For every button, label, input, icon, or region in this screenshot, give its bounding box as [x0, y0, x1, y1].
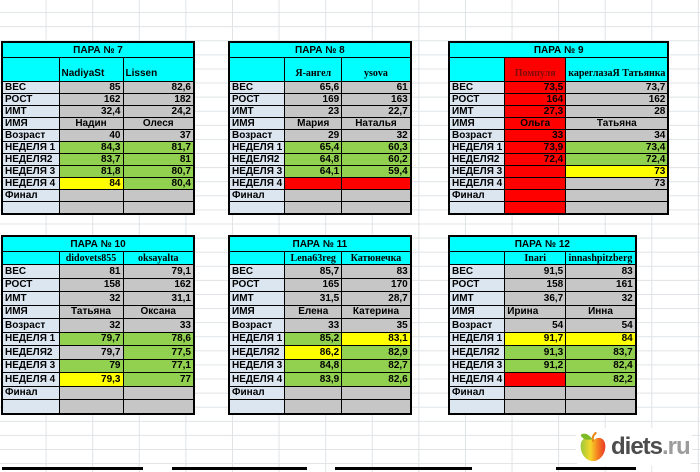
value-cell[interactable]: 33 — [505, 130, 566, 142]
row-label-cell[interactable]: НЕДЕЛЯ2 — [2, 346, 59, 360]
row-label-cell[interactable]: Возраст — [2, 319, 59, 333]
value-cell[interactable]: 83,7 — [59, 154, 123, 166]
row-label-cell[interactable]: ВЕС — [2, 265, 59, 279]
username-header-cell[interactable]: innashpitzberg — [566, 252, 636, 265]
value-cell[interactable]: 72,4 — [505, 154, 566, 166]
value-cell[interactable]: 81,8 — [59, 166, 123, 178]
row-label-cell[interactable]: НЕДЕЛЯ 4 — [2, 373, 59, 387]
row-label-cell[interactable]: ВЕС — [449, 265, 505, 279]
value-cell[interactable]: Оксана — [123, 305, 194, 319]
row-label-cell[interactable]: НЕДЕЛЯ 1 — [229, 142, 285, 154]
value-cell[interactable] — [59, 386, 123, 400]
row-label-cell[interactable]: Финал — [229, 386, 285, 400]
value-cell[interactable]: 72,4 — [566, 154, 669, 166]
value-cell[interactable]: 91,5 — [505, 265, 566, 279]
username-header-cell[interactable]: Катюнечка — [342, 252, 411, 265]
row-label-cell[interactable]: НЕДЕЛЯ 3 — [2, 166, 59, 178]
pair-title[interactable]: ПАРА № 12 — [449, 236, 636, 252]
next-table-edge — [2, 467, 143, 470]
value-cell[interactable]: 182 — [123, 94, 194, 106]
value-cell[interactable]: 81,7 — [123, 142, 194, 154]
row-label-cell[interactable]: ВЕС — [229, 265, 285, 279]
row-label-cell[interactable]: НЕДЕЛЯ 3 — [229, 359, 285, 373]
value-cell[interactable]: 86,2 — [285, 346, 342, 360]
value-cell[interactable] — [505, 202, 566, 215]
value-cell[interactable]: Надин — [59, 118, 123, 130]
next-table-edge — [556, 467, 636, 470]
pair-title[interactable]: ПАРА № 11 — [229, 236, 411, 252]
row-label-cell[interactable]: НЕДЕЛЯ2 — [229, 154, 285, 166]
next-table-edge — [172, 467, 307, 470]
value-cell[interactable] — [505, 190, 566, 202]
row-label-cell[interactable]: НЕДЕЛЯ 3 — [449, 166, 505, 178]
value-cell[interactable] — [285, 190, 342, 202]
value-cell[interactable]: 82,4 — [566, 359, 636, 373]
row-label-cell[interactable]: НЕДЕЛЯ 3 — [2, 359, 59, 373]
value-cell[interactable]: 85,7 — [285, 265, 342, 279]
header-corner-cell[interactable] — [2, 58, 59, 82]
value-cell[interactable] — [505, 166, 566, 178]
row-label-cell[interactable]: ВЕС — [2, 82, 59, 94]
row-label-cell[interactable]: НЕДЕЛЯ 1 — [229, 332, 285, 346]
row-label-cell[interactable]: ИМТ — [229, 292, 285, 306]
username-header-cell[interactable]: кареглазаЯ Татьянка — [566, 58, 669, 82]
value-cell[interactable]: 31,5 — [285, 292, 342, 306]
value-cell[interactable]: 73,5 — [505, 82, 566, 94]
username-header-cell[interactable]: Помпуля — [505, 58, 566, 82]
value-cell[interactable] — [342, 202, 411, 215]
value-cell[interactable]: 73,7 — [566, 82, 669, 94]
row-label-cell[interactable]: РОСТ — [229, 278, 285, 292]
row-label-cell[interactable]: Возраст — [229, 319, 285, 333]
value-cell[interactable]: 83 — [342, 265, 411, 279]
value-cell[interactable]: Елена — [285, 305, 342, 319]
logo-suffix-text: .ru — [662, 433, 690, 460]
header-corner-cell[interactable] — [229, 252, 285, 265]
value-cell[interactable]: 78,6 — [123, 332, 194, 346]
diets-ru-logo[interactable] — [576, 428, 692, 466]
username-header-cell[interactable]: Lena63reg — [285, 252, 342, 265]
value-cell[interactable]: 61 — [342, 82, 411, 94]
row-label-cell[interactable]: НЕДЕЛЯ 4 — [449, 178, 505, 190]
username-header-cell[interactable]: NadiyaSt — [59, 58, 123, 82]
value-cell[interactable]: 164 — [505, 94, 566, 106]
value-cell[interactable] — [123, 386, 194, 400]
value-cell[interactable]: 91,7 — [505, 332, 566, 346]
value-cell[interactable]: 77 — [123, 373, 194, 387]
value-cell[interactable]: 60,2 — [342, 154, 411, 166]
value-cell[interactable] — [342, 178, 411, 190]
value-cell[interactable]: 73 — [566, 178, 669, 190]
value-cell[interactable]: 64,8 — [285, 154, 342, 166]
value-cell[interactable]: 83,1 — [342, 332, 411, 346]
value-cell[interactable]: Татьяна — [59, 305, 123, 319]
value-cell[interactable]: Катерина — [342, 305, 411, 319]
value-cell[interactable]: 29 — [285, 130, 342, 142]
value-cell[interactable]: 34 — [566, 130, 669, 142]
value-cell[interactable]: 73,4 — [566, 142, 669, 154]
value-cell[interactable]: 32 — [566, 292, 636, 306]
apple-icon — [578, 431, 608, 464]
pair-title[interactable]: ПАРА № 9 — [449, 42, 668, 58]
value-cell[interactable]: 64,1 — [285, 166, 342, 178]
value-cell[interactable]: Инна — [566, 305, 636, 319]
value-cell[interactable]: 83,9 — [285, 373, 342, 387]
row-label-cell[interactable]: Возраст — [229, 130, 285, 142]
value-cell[interactable]: 40 — [59, 130, 123, 142]
value-cell[interactable]: 79,7 — [59, 346, 123, 360]
logo-brand-text: diets — [611, 433, 663, 460]
value-cell[interactable]: 84 — [59, 178, 123, 190]
value-cell[interactable]: 80,7 — [123, 166, 194, 178]
value-cell[interactable] — [285, 386, 342, 400]
username-header-cell[interactable]: didovets855 — [59, 252, 123, 265]
row-label-cell[interactable]: ИМТ — [449, 106, 505, 118]
value-cell[interactable] — [285, 202, 342, 215]
value-cell[interactable] — [566, 400, 636, 414]
row-label-cell[interactable]: НЕДЕЛЯ 4 — [449, 373, 505, 387]
value-cell[interactable]: 65,6 — [285, 82, 342, 94]
value-cell[interactable] — [342, 400, 411, 414]
username-header-cell[interactable]: Lissen — [123, 58, 194, 82]
header-corner-cell[interactable] — [2, 252, 59, 265]
row-label-cell[interactable]: ИМТ — [2, 106, 59, 118]
value-cell[interactable] — [342, 190, 411, 202]
row-label-cell[interactable]: РОСТ — [449, 278, 505, 292]
row-label-cell[interactable]: НЕДЕЛЯ2 — [229, 346, 285, 360]
value-cell[interactable]: 84,3 — [59, 142, 123, 154]
row-label-cell[interactable] — [2, 202, 59, 215]
value-cell[interactable]: 162 — [59, 94, 123, 106]
value-cell[interactable]: 32 — [59, 292, 123, 306]
row-label-cell[interactable]: РОСТ — [229, 94, 285, 106]
value-cell[interactable]: 37 — [123, 130, 194, 142]
value-cell[interactable]: 77,1 — [123, 359, 194, 373]
value-cell[interactable]: 27,3 — [505, 106, 566, 118]
value-cell[interactable]: Ирина — [505, 305, 566, 319]
row-label-cell[interactable]: Финал — [2, 190, 59, 202]
value-cell[interactable] — [285, 178, 342, 190]
row-label-cell[interactable]: ИМЯ — [449, 118, 505, 130]
row-label-cell[interactable]: НЕДЕЛЯ 4 — [229, 373, 285, 387]
value-cell[interactable]: 82,6 — [342, 373, 411, 387]
value-cell[interactable]: Олеся — [123, 118, 194, 130]
value-cell[interactable]: 165 — [285, 278, 342, 292]
value-cell[interactable]: 31,1 — [123, 292, 194, 306]
row-label-cell[interactable]: ИМЯ — [229, 118, 285, 130]
row-label-cell[interactable]: ВЕС — [449, 82, 505, 94]
value-cell[interactable]: 22,7 — [342, 106, 411, 118]
value-cell[interactable]: 170 — [342, 278, 411, 292]
value-cell[interactable]: 73 — [566, 166, 669, 178]
row-label-cell[interactable]: ИМЯ — [229, 305, 285, 319]
row-label-cell[interactable]: НЕДЕЛЯ 4 — [229, 178, 285, 190]
username-header-cell[interactable]: ysova — [342, 58, 411, 82]
value-cell[interactable]: 73,9 — [505, 142, 566, 154]
value-cell[interactable]: 82,2 — [566, 373, 636, 387]
value-cell[interactable] — [566, 202, 669, 215]
value-cell[interactable]: 158 — [59, 278, 123, 292]
value-cell[interactable]: 54 — [505, 319, 566, 333]
username-header-cell[interactable]: oksayalta — [123, 252, 194, 265]
pair-title[interactable]: ПАРА № 7 — [2, 42, 194, 58]
value-cell[interactable]: 163 — [342, 94, 411, 106]
value-cell[interactable] — [59, 400, 123, 414]
value-cell[interactable]: 83,7 — [566, 346, 636, 360]
value-cell[interactable] — [59, 190, 123, 202]
value-cell[interactable]: 82,6 — [123, 82, 194, 94]
row-label-cell[interactable]: ВЕС — [229, 82, 285, 94]
row-label-cell[interactable]: ИМЯ — [2, 118, 59, 130]
row-label-cell[interactable]: НЕДЕЛЯ2 — [449, 346, 505, 360]
value-cell[interactable]: Ольга — [505, 118, 566, 130]
value-cell[interactable]: 32 — [59, 319, 123, 333]
row-label-cell[interactable] — [449, 202, 505, 215]
value-cell[interactable]: 85 — [59, 82, 123, 94]
value-cell[interactable]: 32,4 — [59, 106, 123, 118]
pair-table — [228, 41, 412, 215]
value-cell[interactable]: 84 — [566, 332, 636, 346]
row-label-cell[interactable]: РОСТ — [449, 94, 505, 106]
row-label-cell[interactable]: НЕДЕЛЯ2 — [2, 154, 59, 166]
value-cell[interactable]: 65,4 — [285, 142, 342, 154]
value-cell[interactable]: 158 — [505, 278, 566, 292]
row-label-cell[interactable]: Финал — [2, 386, 59, 400]
header-corner-cell[interactable] — [449, 252, 505, 265]
value-cell[interactable]: 33 — [285, 319, 342, 333]
row-label-cell[interactable]: РОСТ — [2, 94, 59, 106]
pair-table — [1, 41, 195, 215]
value-cell[interactable]: 162 — [566, 94, 669, 106]
row-label-cell[interactable] — [229, 400, 285, 414]
value-cell[interactable] — [566, 190, 669, 202]
value-cell[interactable] — [566, 386, 636, 400]
value-cell[interactable] — [505, 386, 566, 400]
username-header-cell[interactable]: Inari — [505, 252, 566, 265]
pair-table — [448, 41, 669, 215]
value-cell[interactable]: 82,9 — [342, 346, 411, 360]
value-cell[interactable]: 79,1 — [123, 265, 194, 279]
value-cell[interactable]: 77,5 — [123, 346, 194, 360]
value-cell[interactable]: 82,7 — [342, 359, 411, 373]
row-label-cell[interactable]: ИМТ — [449, 292, 505, 306]
row-label-cell[interactable]: Финал — [229, 190, 285, 202]
value-cell[interactable]: Татьяна — [566, 118, 669, 130]
value-cell[interactable] — [505, 178, 566, 190]
value-cell[interactable]: 169 — [285, 94, 342, 106]
row-label-cell[interactable]: Возраст — [2, 130, 59, 142]
value-cell[interactable]: 59,4 — [342, 166, 411, 178]
value-cell[interactable] — [123, 190, 194, 202]
row-label-cell[interactable]: ИМТ — [229, 106, 285, 118]
value-cell[interactable]: 35 — [342, 319, 411, 333]
row-label-cell[interactable] — [2, 400, 59, 414]
value-cell[interactable]: 83 — [566, 265, 636, 279]
value-cell[interactable]: 24,2 — [123, 106, 194, 118]
value-cell[interactable]: 28,7 — [342, 292, 411, 306]
row-label-cell[interactable]: ИМЯ — [2, 305, 59, 319]
value-cell[interactable]: 60,3 — [342, 142, 411, 154]
value-cell[interactable]: 23 — [285, 106, 342, 118]
value-cell[interactable]: 91,3 — [505, 346, 566, 360]
row-label-cell[interactable]: ИМТ — [2, 292, 59, 306]
row-label-cell[interactable] — [449, 400, 505, 414]
row-label-cell[interactable]: ИМЯ — [449, 305, 505, 319]
pair-title[interactable]: ПАРА № 8 — [229, 42, 411, 58]
value-cell[interactable]: 162 — [123, 278, 194, 292]
value-cell[interactable]: 36,7 — [505, 292, 566, 306]
value-cell[interactable] — [285, 400, 342, 414]
header-corner-cell[interactable] — [449, 58, 505, 82]
value-cell[interactable]: 28 — [566, 106, 669, 118]
row-label-cell[interactable]: НЕДЕЛЯ 1 — [449, 332, 505, 346]
value-cell[interactable]: 85,2 — [285, 332, 342, 346]
value-cell[interactable]: 54 — [566, 319, 636, 333]
value-cell[interactable]: 33 — [123, 319, 194, 333]
row-label-cell[interactable]: Финал — [449, 190, 505, 202]
pair-table — [1, 235, 195, 415]
header-corner-cell[interactable] — [229, 58, 285, 82]
row-label-cell[interactable]: НЕДЕЛЯ2 — [449, 154, 505, 166]
value-cell[interactable] — [123, 202, 194, 215]
value-cell[interactable]: Наталья — [342, 118, 411, 130]
row-label-cell[interactable]: НЕДЕЛЯ 1 — [449, 142, 505, 154]
value-cell[interactable]: 91,2 — [505, 359, 566, 373]
pair-table — [228, 235, 412, 415]
value-cell[interactable]: 80,4 — [123, 178, 194, 190]
username-header-cell[interactable]: Я-ангел — [285, 58, 342, 82]
value-cell[interactable]: 161 — [566, 278, 636, 292]
row-label-cell[interactable]: НЕДЕЛЯ 3 — [449, 359, 505, 373]
value-cell[interactable]: 79,7 — [59, 332, 123, 346]
value-cell[interactable]: 79,3 — [59, 373, 123, 387]
next-table-edge — [335, 467, 472, 470]
value-cell[interactable]: 81 — [59, 265, 123, 279]
value-cell[interactable] — [505, 373, 566, 387]
row-label-cell[interactable]: НЕДЕЛЯ 1 — [2, 332, 59, 346]
row-label-cell[interactable]: Возраст — [449, 319, 505, 333]
value-cell[interactable]: 84,8 — [285, 359, 342, 373]
value-cell[interactable] — [505, 400, 566, 414]
row-label-cell[interactable]: НЕДЕЛЯ 1 — [2, 142, 59, 154]
row-label-cell[interactable]: НЕДЕЛЯ 3 — [229, 166, 285, 178]
value-cell[interactable] — [59, 202, 123, 215]
value-cell[interactable]: 81 — [123, 154, 194, 166]
row-label-cell[interactable]: Возраст — [449, 130, 505, 142]
row-label-cell[interactable]: Финал — [449, 386, 505, 400]
row-label-cell[interactable]: НЕДЕЛЯ 4 — [2, 178, 59, 190]
value-cell[interactable]: 32 — [342, 130, 411, 142]
value-cell[interactable]: 79 — [59, 359, 123, 373]
value-cell[interactable] — [342, 386, 411, 400]
pair-title[interactable]: ПАРА № 10 — [2, 236, 194, 252]
value-cell[interactable] — [123, 400, 194, 414]
row-label-cell[interactable] — [229, 202, 285, 215]
value-cell[interactable]: Мария — [285, 118, 342, 130]
pair-table — [448, 235, 637, 415]
row-label-cell[interactable]: РОСТ — [2, 278, 59, 292]
